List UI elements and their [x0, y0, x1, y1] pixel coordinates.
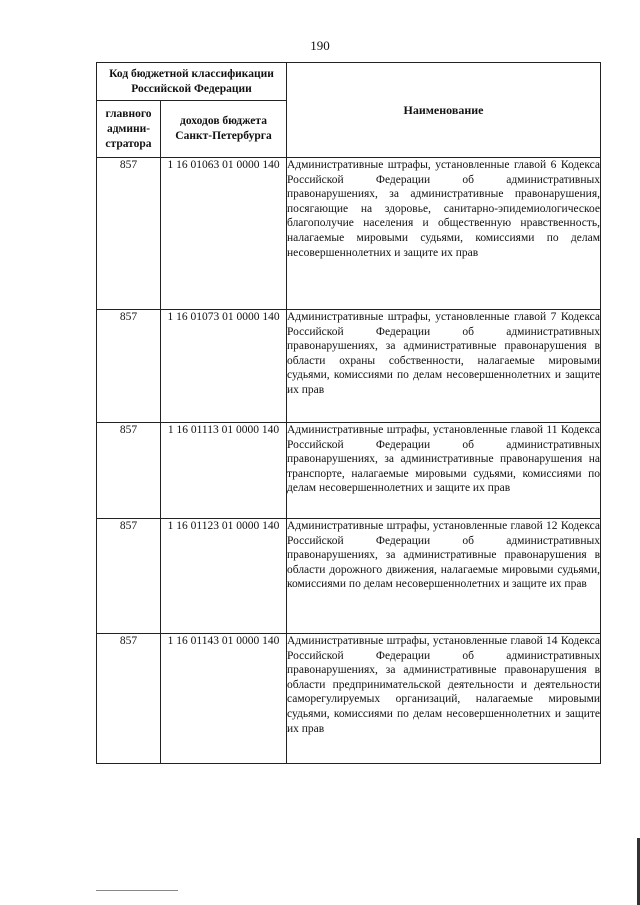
row-name: Административные штрафы, установленные главой 11 Кодекса Российской Федерации об административных правонарушениях, за административные правонарушения на транспорте, налагаемые мировыми судьями, комиссиями по делам несовершеннолетних и защите их прав [287, 423, 601, 519]
table-row [97, 519, 601, 634]
page-number: 190 [310, 38, 330, 53]
row-admin-code: 857 [97, 634, 161, 764]
budget-classification-table [96, 62, 601, 764]
table-row [97, 634, 601, 764]
header-budget-classification-code: Код бюджетной классификации Российской Федерации [97, 63, 287, 101]
scan-bottom-rule [96, 890, 178, 891]
header-main-administrator: главного админи-стратора [97, 101, 161, 158]
row-admin-code: 857 [97, 310, 161, 423]
table-row [97, 158, 601, 310]
table-row [97, 423, 601, 519]
row-name: Административные штрафы, установленные главой 14 Кодекса Российской Федерации об административных правонарушениях, за административные правонарушения в области предпринимательской деятельности и деятельности саморегулируемых организаций, налагаемые мировыми судьями, комиссиями по делам несовершеннолетних и защите их прав [287, 634, 601, 764]
row-revenue-code: 1 16 01123 01 0000 140 [161, 519, 287, 634]
row-revenue-code: 1 16 01143 01 0000 140 [161, 634, 287, 764]
row-name: Административные штрафы, установленные главой 7 Кодекса Российской Федерации об административных правонарушениях, за административные правонарушения в области охраны собственности, налагаемые мировыми судьями, комиссиями по делам несовершеннолетних и защите их прав [287, 310, 601, 423]
row-admin-code: 857 [97, 519, 161, 634]
row-admin-code: 857 [97, 423, 161, 519]
row-revenue-code: 1 16 01073 01 0000 140 [161, 310, 287, 423]
row-admin-code: 857 [97, 158, 161, 310]
header-revenue-code: доходов бюджета Санкт-Петербурга [161, 101, 287, 158]
row-name: Административные штрафы, установленные главой 6 Кодекса Российской Федерации об административных правонарушениях, за административные правонарушения, посягающие на здоровье, санитарно-эпидемиологическое благополучие населения и общественную нравственность, налагаемые мировыми судьями, комиссиями по делам несовершеннолетних и защите их прав [287, 158, 601, 310]
table-row [97, 310, 601, 423]
row-revenue-code: 1 16 01113 01 0000 140 [161, 423, 287, 519]
row-revenue-code: 1 16 01063 01 0000 140 [161, 158, 287, 310]
header-name: Наименование [287, 63, 601, 158]
row-name: Административные штрафы, установленные главой 12 Кодекса Российской Федерации об административных правонарушениях, за административные правонарушения в области дорожного движения, налагаемые мировыми судьями, комиссиями по делам несовершеннолетних и защите их прав [287, 519, 601, 634]
